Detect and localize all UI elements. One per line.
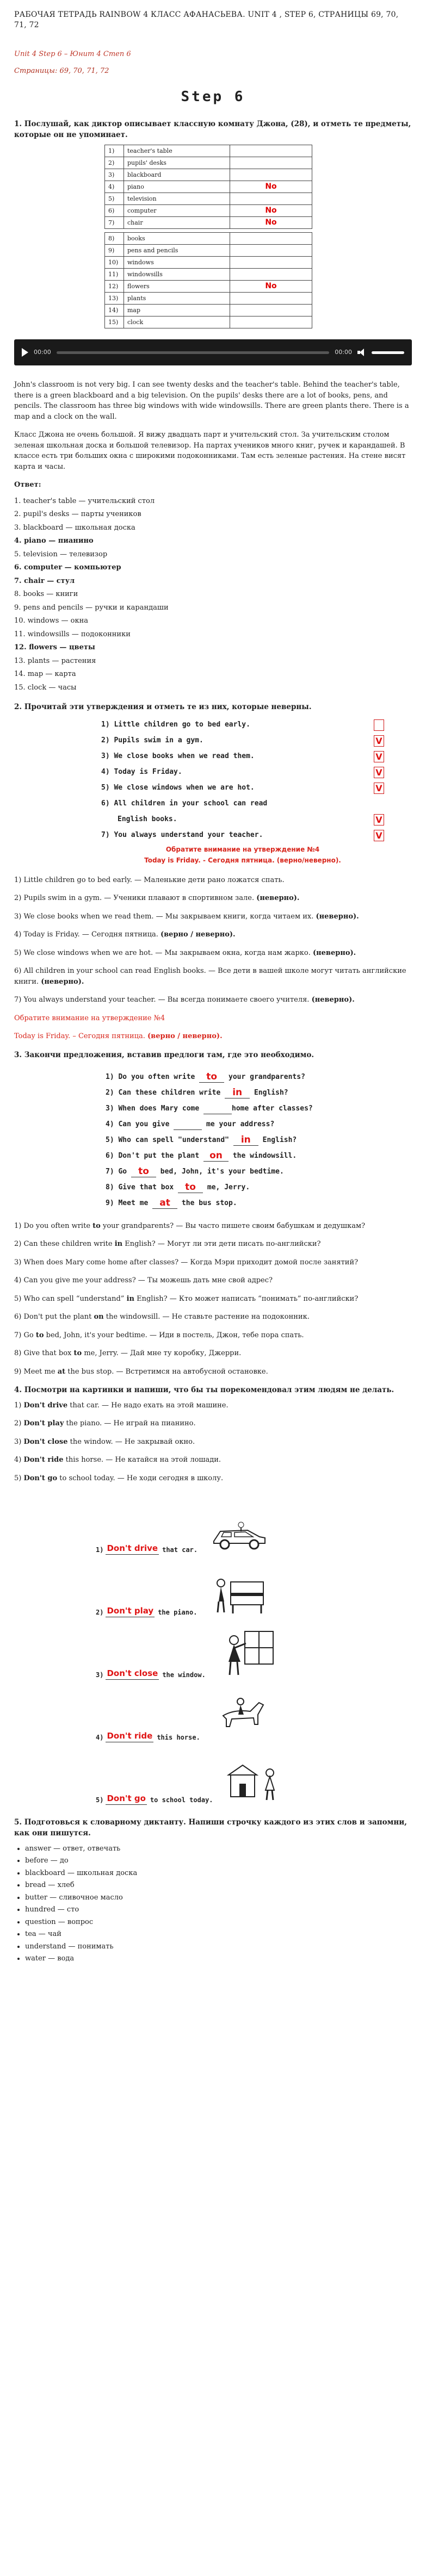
answer-rest: that car. — Не надо ехать на этой машине. [67, 1401, 229, 1410]
answer-part: 3) When does Mary come home after classes? — Когда Мэри приходит домой после занятий? [14, 1258, 359, 1267]
answer-bold: Don't go [23, 1474, 58, 1482]
ex2-red-note: Обратите внимание на утверждение №4 [14, 1014, 165, 1022]
fill-row [106, 1130, 361, 1146]
statement-row [101, 796, 384, 812]
picture-row [96, 1623, 412, 1680]
picture-text: this horse. [157, 1734, 200, 1742]
row-word: map [124, 305, 230, 316]
fill-blank[interactable]: at [152, 1197, 177, 1209]
audio-progress-bar[interactable] [57, 351, 330, 354]
list-item: 5. television — телевизор [14, 550, 108, 558]
list-item: 6. computer — компьютер [14, 563, 121, 572]
list-item: • hundred — сто [25, 1904, 412, 1915]
list-item: 12. flowers — цветы [14, 643, 95, 652]
table-row [105, 305, 312, 316]
picture-text: the piano. [158, 1609, 197, 1617]
ex2-red-line [14, 1031, 412, 1042]
row-number: 14) [105, 305, 124, 316]
ex3-heading: 3. Закончи предложения, вставив предлоги там, где это необходимо. [14, 1050, 314, 1059]
picture-text: the window. [162, 1671, 206, 1679]
answer-preposition: to [73, 1349, 82, 1358]
fill-post: the bus stop. [177, 1199, 237, 1208]
answer-part: bed, John, it's your bedtime. — Иди в постель, Джон, тебе пора спать. [44, 1331, 304, 1339]
answer-num: 2) [14, 1419, 24, 1428]
audio-duration: 00:00 [335, 349, 352, 356]
statement-row [101, 717, 384, 733]
illustration [212, 1691, 272, 1742]
fill-blank[interactable]: in [225, 1087, 250, 1098]
answer-part: 8) Give that box [14, 1349, 74, 1358]
answer-num: 1) [14, 1401, 24, 1410]
fill-pre: 7) Go [106, 1168, 131, 1176]
answer-bold: Don't close [23, 1437, 68, 1446]
picture-answer[interactable]: Don't ride [106, 1730, 153, 1743]
fill-row [106, 1114, 361, 1130]
pages-line: Страницы: 69, 70, 71, 72 [14, 67, 109, 76]
answer-part: 6) Don't put the plant [14, 1313, 94, 1321]
table-row [105, 217, 312, 229]
row-word: computer [124, 205, 230, 217]
illustration [209, 1571, 269, 1617]
row-number: 11) [105, 269, 124, 281]
statement-row [101, 828, 384, 843]
ex4-answer-list [14, 1400, 412, 1484]
ex2-answer-list [14, 875, 412, 1005]
fill-post: me, Jerry. [203, 1183, 250, 1192]
answer-num: 3) [14, 1437, 24, 1446]
fill-post: me your address? [202, 1120, 275, 1129]
picture-row [96, 1685, 412, 1742]
answer-num: 5) [14, 1474, 24, 1482]
fill-post: your grandparents? [224, 1073, 305, 1082]
fill-blank[interactable] [174, 1129, 202, 1130]
list-item: 9. pens and pencils — ручки и карандаши [14, 603, 169, 612]
row-mark: No [230, 281, 312, 293]
statement-text: 5) We close windows when we are hot. [101, 784, 255, 792]
row-mark [230, 233, 312, 245]
answer-paragraph [14, 1418, 412, 1429]
page-title: РАБОЧАЯ ТЕТРАДЬ RAINBOW 4 КЛАСС АФАНАСЬЕВА. UNIT 4 , STEP 6, СТРАНИЦЫ 69, 70, 71, 72 [14, 10, 399, 29]
table-row [105, 169, 312, 181]
answer-rest: to school today. — Не ходи сегодня в школу. [57, 1474, 224, 1482]
answer-tag: (неверно). [316, 912, 359, 921]
fill-post: English? [250, 1089, 288, 1097]
answer-part: your grandparents? — Вы часто пишете своим бабушкам и дедушкам? [100, 1221, 366, 1230]
answer-part: me, Jerry. — Дай мне ту коробку, Джерри. [82, 1349, 242, 1358]
answer-paragraph [14, 1239, 412, 1250]
answer-tag: (неверно). [312, 948, 356, 957]
row-mark [230, 157, 312, 169]
table-row [105, 157, 312, 169]
statement-row [101, 733, 384, 749]
list-item: • answer — ответ, отвечать [25, 1843, 412, 1854]
row-number: 3) [105, 169, 124, 181]
table-row [105, 145, 312, 157]
answer-bold: Don't ride [23, 1456, 64, 1464]
row-word: television [124, 193, 230, 205]
table-row [105, 281, 312, 293]
table-row [105, 245, 312, 257]
statement-row [101, 812, 384, 828]
table-row [105, 205, 312, 217]
statement-text: 4) Today is Friday. [101, 768, 182, 777]
fill-blank[interactable]: on [203, 1150, 229, 1162]
row-word: teacher's table [124, 145, 230, 157]
step-heading: Step 6 [181, 88, 245, 105]
list-item: • understand — понимать [25, 1941, 412, 1952]
fill-row [106, 1067, 361, 1083]
list-item: 10. windows — окна [14, 617, 89, 625]
list-item: • blackboard — школьная доска [25, 1868, 412, 1879]
answer-paragraph [14, 911, 412, 922]
fill-post: home after classes? [232, 1104, 313, 1113]
answer-paragraph [14, 1473, 412, 1484]
answer-preposition: at [57, 1367, 66, 1376]
answer-paragraph [14, 1275, 412, 1286]
fill-row [106, 1098, 361, 1114]
list-item: 13. plants — растения [14, 656, 96, 665]
row-word: books [124, 233, 230, 245]
row-mark [230, 293, 312, 305]
row-number: 6) [105, 205, 124, 217]
fill-pre: 2) Can these children write [106, 1089, 225, 1097]
list-item: 11. windowsills — подоконники [14, 630, 131, 638]
answer-preposition: on [94, 1313, 104, 1321]
illustration [225, 1759, 285, 1805]
answer-part: English? — Могут ли эти дети писать по-английски? [122, 1240, 321, 1249]
answer-paragraph [14, 966, 412, 987]
checkbox[interactable]: V [374, 751, 384, 762]
row-number: 4) [105, 181, 124, 193]
ex2-note-2: Today is Friday. - Сегодня пятница. (верно/неверно). [144, 856, 341, 864]
row-mark: No [230, 205, 312, 217]
fill-post: the windowsill. [229, 1152, 297, 1160]
row-word: plants [124, 293, 230, 305]
list-item: 1. teacher's table — учительский стол [14, 496, 155, 505]
fill-row [106, 1193, 361, 1209]
row-mark: No [230, 217, 312, 229]
picture-number: 3) [96, 1671, 104, 1679]
picture-number: 4) [96, 1734, 104, 1742]
fill-blank[interactable]: to [178, 1182, 203, 1193]
row-mark [230, 145, 312, 157]
list-item: 8. books — книги [14, 590, 78, 599]
fill-post: bed, John, it's your bedtime. [156, 1168, 284, 1176]
fill-pre: 1) Do you often write [106, 1073, 200, 1082]
ex2-red-line-bold: (верно / неверно). [147, 1032, 223, 1041]
answer-text: 3) We close books when we read them. — Мы закрываем книги, когда читаем их. [14, 912, 316, 921]
answer-paragraph [14, 1312, 412, 1323]
answer-paragraph [14, 948, 412, 959]
answer-tag: (неверно). [41, 977, 84, 986]
answer-rest: the window. — Не закрывай окно. [67, 1437, 195, 1446]
row-word: chair [124, 217, 230, 229]
answer-part: the windowsill. — Не ставьте растение на подоконник. [103, 1313, 310, 1321]
answer-rest: the piano. — Не играй на пианино. [64, 1419, 196, 1428]
row-number: 2) [105, 157, 124, 169]
checkbox[interactable]: V [374, 767, 384, 778]
answer-paragraph [14, 1330, 412, 1341]
answer-tag: (неверно). [311, 996, 355, 1004]
answer-text: 7) You always understand your teacher. — Вы всегда понимаете своего учителя. [14, 996, 312, 1004]
fill-post: English? [258, 1136, 297, 1145]
answer-part: 9) Meet me [14, 1367, 58, 1376]
fill-row [106, 1146, 361, 1162]
answer-text: 1) Little children go to bed early. — Маленькие дети рано ложатся спать. [14, 876, 285, 884]
statement-text: 3) We close books when we read them. [101, 752, 255, 761]
answer-paragraph [14, 1257, 412, 1268]
answer-part: English? — Кто может написать “понимать” по-английски? [134, 1294, 359, 1303]
answer-text: 5) We close windows when we are hot. — Мы закрываем окна, когда нам жарко. [14, 948, 313, 957]
breadcrumb-link[interactable]: Unit 4 Step 6 – Юнит 4 Степ 6 [14, 49, 131, 58]
answer-text: 2) Pupils swim in a gym. — Ученики плавают в спортивном зале. [14, 894, 257, 903]
picture-text: that car. [162, 1546, 198, 1554]
answer-preposition: in [114, 1240, 123, 1249]
answer-paragraph [14, 1348, 412, 1359]
ex2-heading: 2. Прочитай эти утверждения и отметь те из них, которые неверны. [14, 703, 312, 712]
answer-paragraph [14, 929, 412, 940]
answer-paragraph [14, 1437, 412, 1448]
picture-number: 1) [96, 1546, 104, 1554]
statement-row [101, 765, 384, 780]
picture-number: 5) [96, 1796, 104, 1804]
statement-text: 1) Little children go to bed early. [101, 721, 250, 729]
ex1-table [104, 145, 312, 328]
row-number: 9) [105, 245, 124, 257]
answer-rest: this horse. — Не катайся на этой лошади. [63, 1456, 221, 1464]
ex1-heading: 1. Послушай, как диктор описывает классную комнату Джона, (28), и отметь те предметы, которые он не упоминает. [14, 119, 411, 140]
answer-part: 7) Go [14, 1331, 36, 1339]
picture-answer[interactable]: Don't go [106, 1792, 146, 1805]
ex1-answer-label: Ответ: [14, 481, 41, 489]
row-mark: No [230, 181, 312, 193]
answer-preposition: in [126, 1294, 134, 1303]
answer-part: 4) Can you give me your address? — Ты можешь дать мне свой адрес? [14, 1276, 273, 1285]
row-word: windowsills [124, 269, 230, 281]
checkbox[interactable]: V [374, 783, 384, 794]
answer-bold: Don't drive [23, 1401, 68, 1410]
ex4-picture-exercise [14, 1498, 412, 1805]
checkbox[interactable] [374, 719, 384, 731]
picture-row [96, 1748, 412, 1805]
list-item: 3. blackboard — школьная доска [14, 523, 135, 532]
list-item: 7. chair — стул [14, 576, 75, 585]
row-number: 15) [105, 316, 124, 328]
row-number: 10) [105, 257, 124, 269]
statement-row [101, 780, 384, 796]
answer-part: 5) Who can spell “understand” [14, 1294, 127, 1303]
ex5-heading: 5. Подготовься к словарному диктанту. Напиши строчку каждого из этих слов и запомни, как они пишутся. [14, 1818, 408, 1838]
fill-row [106, 1162, 361, 1177]
statement-text: 7) You always understand your teacher. [101, 831, 263, 840]
audio-player [14, 339, 412, 365]
fill-pre: 9) Meet me [106, 1199, 153, 1208]
row-word: piano [124, 181, 230, 193]
list-item: • bread — хлеб [25, 1880, 412, 1891]
row-word: clock [124, 316, 230, 328]
answer-paragraph [14, 893, 412, 904]
picture-row [96, 1560, 412, 1617]
answer-num: 4) [14, 1456, 24, 1464]
list-item: • water — вода [25, 1953, 412, 1964]
answer-part: 1) Do you often write [14, 1221, 93, 1230]
statement-text: 2) Pupils swim in a gym. [101, 736, 203, 745]
answer-text: 4) Today is Friday. — Сегодня пятница. [14, 930, 160, 939]
row-number: 8) [105, 233, 124, 245]
ex3-answer-list [14, 1221, 412, 1377]
list-item: • before — до [25, 1855, 412, 1866]
row-number: 1) [105, 145, 124, 157]
answer-paragraph [14, 1294, 412, 1305]
fill-row [106, 1083, 361, 1098]
table-row [105, 316, 312, 328]
checkbox[interactable]: V [374, 830, 384, 841]
row-number: 12) [105, 281, 124, 293]
row-mark [230, 316, 312, 328]
list-item: 4. piano — пианино [14, 537, 94, 545]
fill-blank[interactable]: in [233, 1134, 258, 1146]
row-mark [230, 193, 312, 205]
row-word: pens and pencils [124, 245, 230, 257]
row-number: 5) [105, 193, 124, 205]
fill-pre: 5) Who can spell "understand" [106, 1136, 233, 1145]
answer-text: 6) All children in your school can read English books. — Все дети в вашей школе могут читать английские книги. [14, 967, 406, 986]
answer-paragraph [14, 875, 412, 886]
statement-row [101, 749, 384, 765]
fill-pre: 3) When does Mary come [106, 1104, 204, 1113]
fill-blank[interactable]: to [131, 1166, 156, 1177]
answer-paragraph [14, 1367, 412, 1377]
row-word: windows [124, 257, 230, 269]
row-mark [230, 257, 312, 269]
answer-paragraph [14, 1455, 412, 1466]
answer-paragraph [14, 1400, 412, 1411]
list-item: • butter — сливочное масло [25, 1892, 412, 1903]
answer-bold: Don't play [23, 1419, 64, 1428]
row-number: 7) [105, 217, 124, 229]
illustration [218, 1628, 277, 1680]
picture-answer[interactable]: Don't close [106, 1667, 159, 1680]
checkbox[interactable]: V [374, 735, 384, 747]
ex2-statements [101, 717, 384, 865]
answer-paragraph [14, 1221, 412, 1232]
fill-pre: 8) Give that box [106, 1183, 178, 1192]
ex2-red-line-text: Today is Friday. – Сегодня пятница. [14, 1032, 148, 1041]
statement-text: English books. [118, 815, 177, 824]
answer-preposition: to [92, 1221, 101, 1230]
volume-slider[interactable] [372, 351, 404, 354]
ex1-text-ru: Класс Джона не очень большой. Я вижу двадцать парт и учительский стол. За учительским столом зеленая школьная доска и большой телевизор. На партах учеников много книг, ручек и карандашей. В классе есть три больших окна с широкими подоконниками. Там есть зеленые растения. На стене висят карта и часы. [14, 431, 406, 471]
picture-row [96, 1498, 412, 1555]
table-gap [105, 229, 312, 233]
answer-preposition: to [35, 1331, 44, 1339]
illustration [209, 1519, 269, 1555]
row-word: blackboard [124, 169, 230, 181]
ex5-word-list [14, 1843, 412, 1964]
checkbox[interactable]: V [374, 814, 384, 825]
list-item: 15. clock — часы [14, 683, 77, 692]
ex1-answer-list [14, 496, 412, 693]
play-icon[interactable] [22, 348, 28, 357]
table-row [105, 293, 312, 305]
audio-current-time: 00:00 [34, 349, 51, 356]
table-row [105, 193, 312, 205]
answer-part: the bus stop. — Встретимся на автобусной остановке. [65, 1367, 268, 1376]
fill-pre: 6) Don't put the plant [106, 1152, 204, 1160]
fill-blank[interactable]: to [199, 1071, 224, 1083]
picture-answer[interactable]: Don't play [106, 1605, 155, 1618]
row-mark [230, 305, 312, 316]
row-mark [230, 169, 312, 181]
list-item: • question — вопрос [25, 1917, 412, 1928]
picture-answer[interactable]: Don't drive [106, 1542, 159, 1555]
fill-row [106, 1177, 361, 1193]
picture-text: to school today. [150, 1796, 213, 1804]
statement-text: 6) All children in your school can read [101, 799, 268, 808]
ex3-fill-exercise [106, 1067, 361, 1209]
row-mark [230, 269, 312, 281]
row-mark [230, 245, 312, 257]
answer-part: 2) Can these children write [14, 1240, 115, 1249]
answer-tag: (неверно). [256, 894, 300, 903]
picture-number: 2) [96, 1609, 104, 1617]
ex4-heading: 4. Посмотри на картинки и напиши, что бы ты порекомендовал этим людям не делать. [14, 1386, 394, 1395]
table-row [105, 233, 312, 245]
answer-paragraph [14, 995, 412, 1005]
list-item: 2. pupil's desks — парты учеников [14, 510, 141, 519]
table-row [105, 257, 312, 269]
table-row [105, 181, 312, 193]
ex1-text-en: John's classroom is not very big. I can see twenty desks and the teacher's table. Behind the teacher's table, there is a green blackboard and a big television. On the pupils' desks there are a lot of books, pens, and pencils. The classroom has three big windows with wide windowsills. There are green plants there. There is a map and a clock on the wall. [14, 381, 409, 421]
list-item: 14. map — карта [14, 670, 76, 679]
ex2-note-1: Обратите внимание на утверждение №4 [165, 845, 320, 853]
table-row [105, 269, 312, 281]
row-word: flowers [124, 281, 230, 293]
answer-tag: (верно / неверно). [160, 930, 236, 939]
row-number: 13) [105, 293, 124, 305]
volume-icon[interactable] [357, 349, 366, 356]
row-word: pupils' desks [124, 157, 230, 169]
list-item: • tea — чай [25, 1929, 412, 1940]
fill-pre: 4) Can you give [106, 1120, 174, 1129]
